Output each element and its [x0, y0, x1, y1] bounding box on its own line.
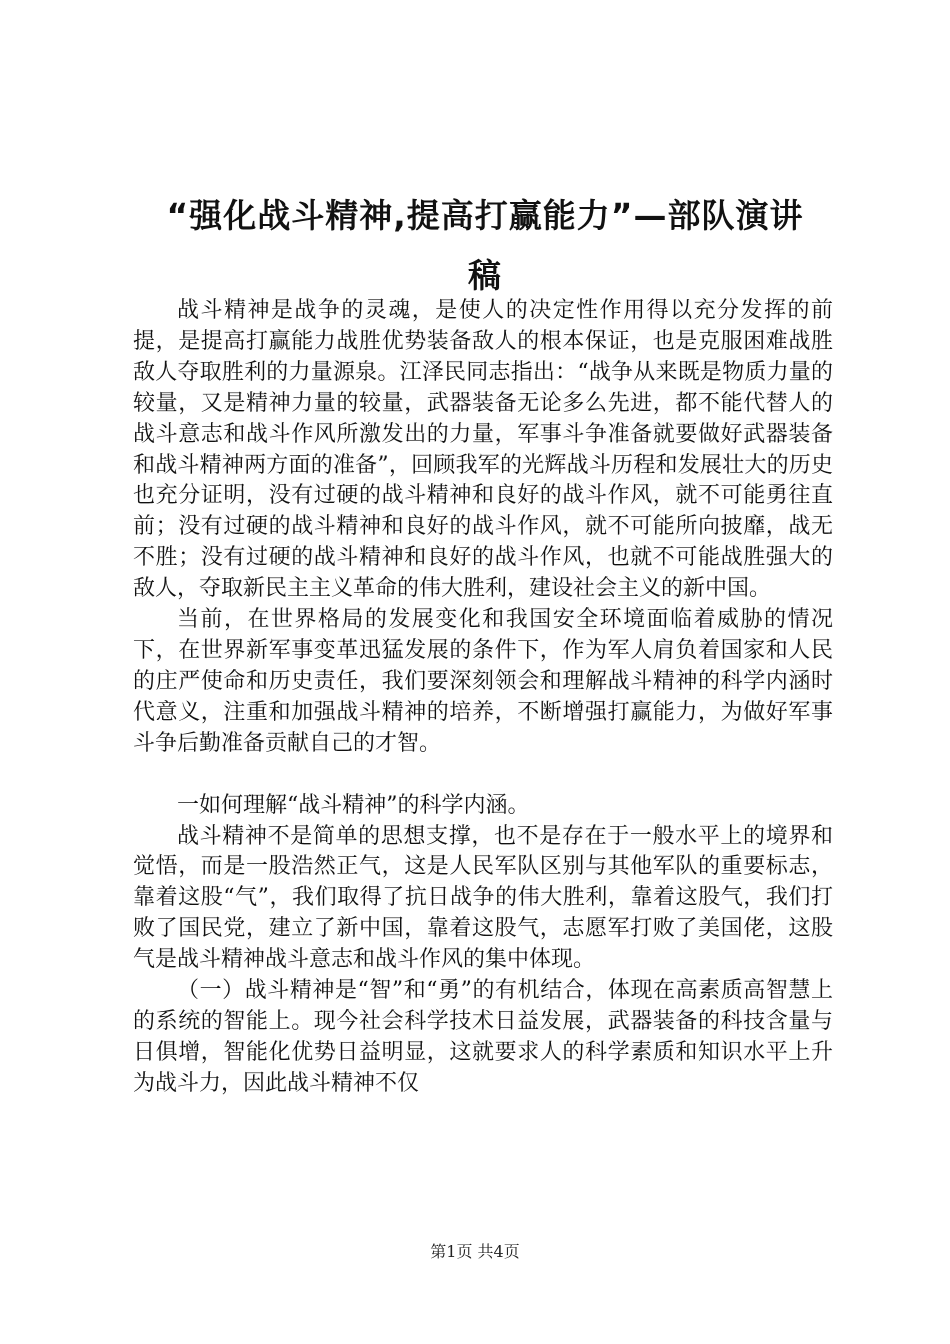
paragraph-current-situation: 当前，在世界格局的发展变化和我国安全环境面临着威胁的情况下，在世界新军事变革迅猛发展的条件下，作为军人肩负着国家和人民的庄严使命和历史责任，我们要深刻领会和理解战斗精神的科学内涵时代意义，注重和加强战斗精神的培养，不断增强打赢能力，为做好军事斗争后勤准备贡献自己的才智。 — [133, 607, 833, 756]
paragraph-subsection-1: （一）战斗精神是“智”和“勇”的有机结合，体现在高素质高智慧上的系统的智能上。现今社会科学技术日益发展，武器装备的科技含量与日俱增，智能化优势日益明显，这就要求人的科学素质和知识水平上升为战斗力，因此战斗精神不仅 — [133, 978, 833, 1096]
page-footer: 第1页 共4页 — [430, 1242, 520, 1261]
title-line-2: 稿 — [468, 256, 502, 295]
section-heading-1: 一如何理解“战斗精神”的科学内涵。 — [177, 792, 530, 818]
paragraph-fighting-spirit: 战斗精神不是简单的思想支撑，也不是存在于一般水平上的境界和觉悟，而是一股浩然正气，这是人民军队区别与其他军队的重要标志，靠着这股“气”，我们取得了抗日战争的伟大胜利，靠着这股气，我们打败了国民党，建立了新中国，靠着这股气，志愿军打败了美国佬，这股气是战斗精神战斗意志和战斗作风的集中体现。 — [133, 823, 833, 973]
title-line-1: “强化战斗精神,提高打赢能力”—部队演讲 — [166, 196, 804, 235]
document-title — [120, 186, 850, 306]
paragraph-intro: 战斗精神是战争的灵魂，是使人的决定性作用得以充分发挥的前提，是提高打赢能力战胜优势装备敌人的根本保证，也是克服困难战胜敌人夺取胜利的力量源泉。江泽民同志指出：“战争从来既是物质力量的较量，又是精神力量的较量，武器装备无论多么先进，都不能代替人的战斗意志和战斗作风所激发出的力量，军事斗争准备就要做好武器装备和战斗精神两方面的准备”，回顾我军的光辉战斗历程和发展壮大的历史也充分证明，没有过硬的战斗精神和良好的战斗作风，就不可能勇往直前；没有过硬的战斗精神和良好的战斗作风，就不可能所向披靡，战无不胜；没有过硬的战斗精神和良好的战斗作风，也就不可能战胜强大的敌人，夺取新民主主义革命的伟大胜利，建设社会主义的新中国。 — [133, 298, 833, 602]
document-body — [133, 296, 833, 1100]
